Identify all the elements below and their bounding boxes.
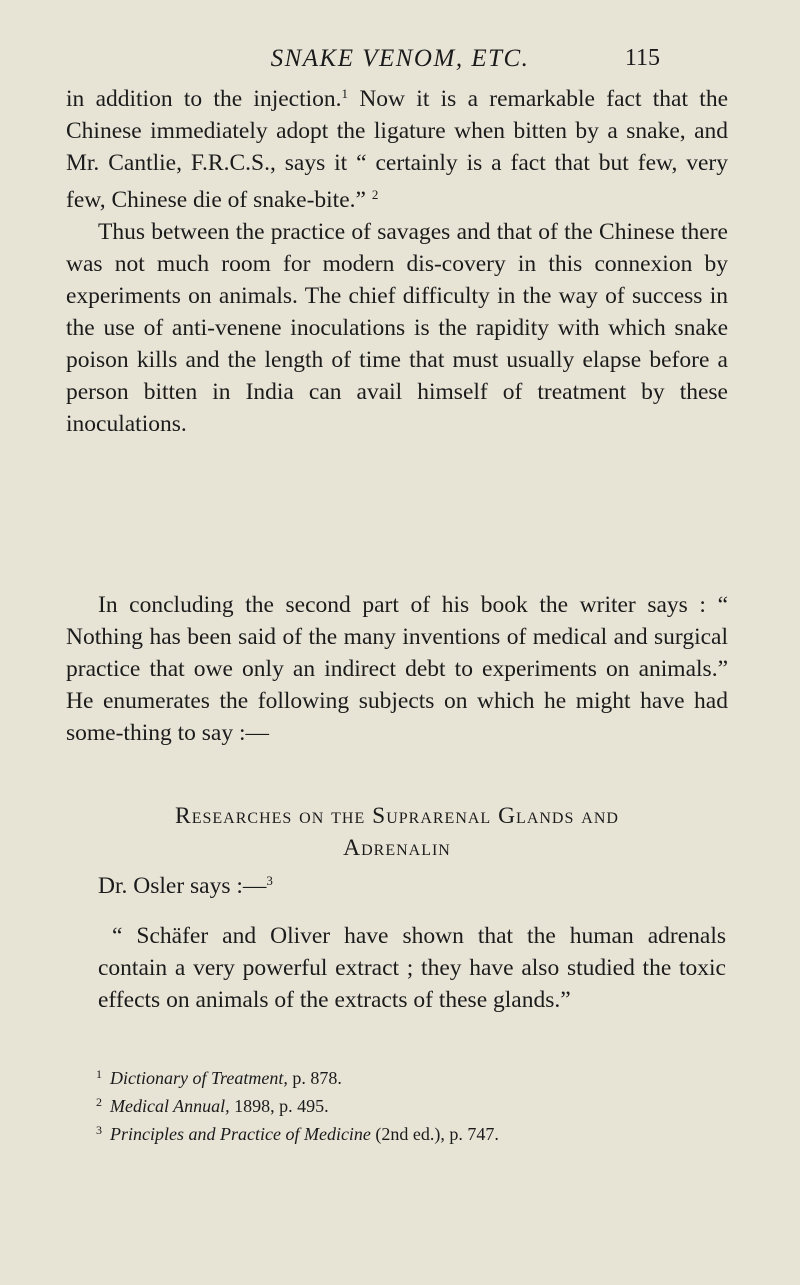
- block-quote: “ Schäfer and Oliver have shown that the human adrenals contain a very powerful extract ; they have also studied the toxic effects on animals of the extracts of these glands.”: [98, 923, 726, 1013]
- footnote-title: Principles and Practice of Medicine: [110, 1124, 371, 1144]
- footnote-ref: 3: [266, 873, 273, 888]
- section-heading: [66, 800, 728, 864]
- footnote-number: 1: [96, 1067, 102, 1081]
- footnote: [96, 1090, 499, 1118]
- footnote: [96, 1118, 499, 1146]
- paragraph-text: in addition to the injection.: [66, 86, 342, 112]
- section-heading-line: Researches on the Suprarenal Glands and: [175, 803, 619, 829]
- page-number: 115: [624, 45, 660, 71]
- footnote-detail: 1898, p. 495.: [229, 1096, 329, 1116]
- footnote-number: 3: [96, 1123, 102, 1137]
- paragraph-text: Now it is a remarkable fact that the Chinese immediately adopt the ligature when bitten by a snake, and Mr. Cantlie, F.R.C.S., says it “ certainly is a fact that but few, very few, Chinese die of snake-bite.”: [66, 86, 729, 213]
- footnote-detail: p. 878.: [287, 1068, 342, 1088]
- osler-intro: [98, 865, 273, 902]
- footnote-number: 2: [96, 1095, 102, 1109]
- osler-text: Dr. Osler says :—: [98, 873, 267, 899]
- footnote-ref: 1: [341, 86, 349, 101]
- paragraph-savages: Thus between the practice of savages and that of the Chinese there was not much room for modern dis-covery in this connexion by experiments on animals. The chief difficulty in the way of success in the use of anti-venene inoculations is the rapidity with which snake poison kills and the length of time that must usually elapse before a person bitten in India can avail himself of treatment by these inoculations.: [66, 219, 728, 437]
- footnote-detail: (2nd ed.), p. 747.: [370, 1124, 499, 1144]
- footnote: [96, 1062, 499, 1090]
- body-text-top: [66, 78, 728, 440]
- section-heading-line: Adrenalin: [343, 835, 451, 861]
- footnote-title: Medical Annual,: [110, 1096, 230, 1116]
- footnote-ref: 2: [371, 187, 379, 202]
- paragraph-concluding: In concluding the second part of his book the writer says : “ Nothing has been said of the many inventions of medical and surgical practice that owe only an indirect debt to experiments on animals.” He enumerates the following subjects on which he might have had some-thing to say :—: [66, 592, 728, 746]
- footnotes: [96, 1062, 499, 1146]
- paragraph-injection: [66, 78, 728, 216]
- body-text-bottom: [66, 589, 728, 749]
- running-head: [0, 45, 800, 79]
- footnote-title: Dictionary of Treatment,: [110, 1068, 288, 1088]
- running-title: SNAKE VENOM, ETC.: [270, 45, 530, 72]
